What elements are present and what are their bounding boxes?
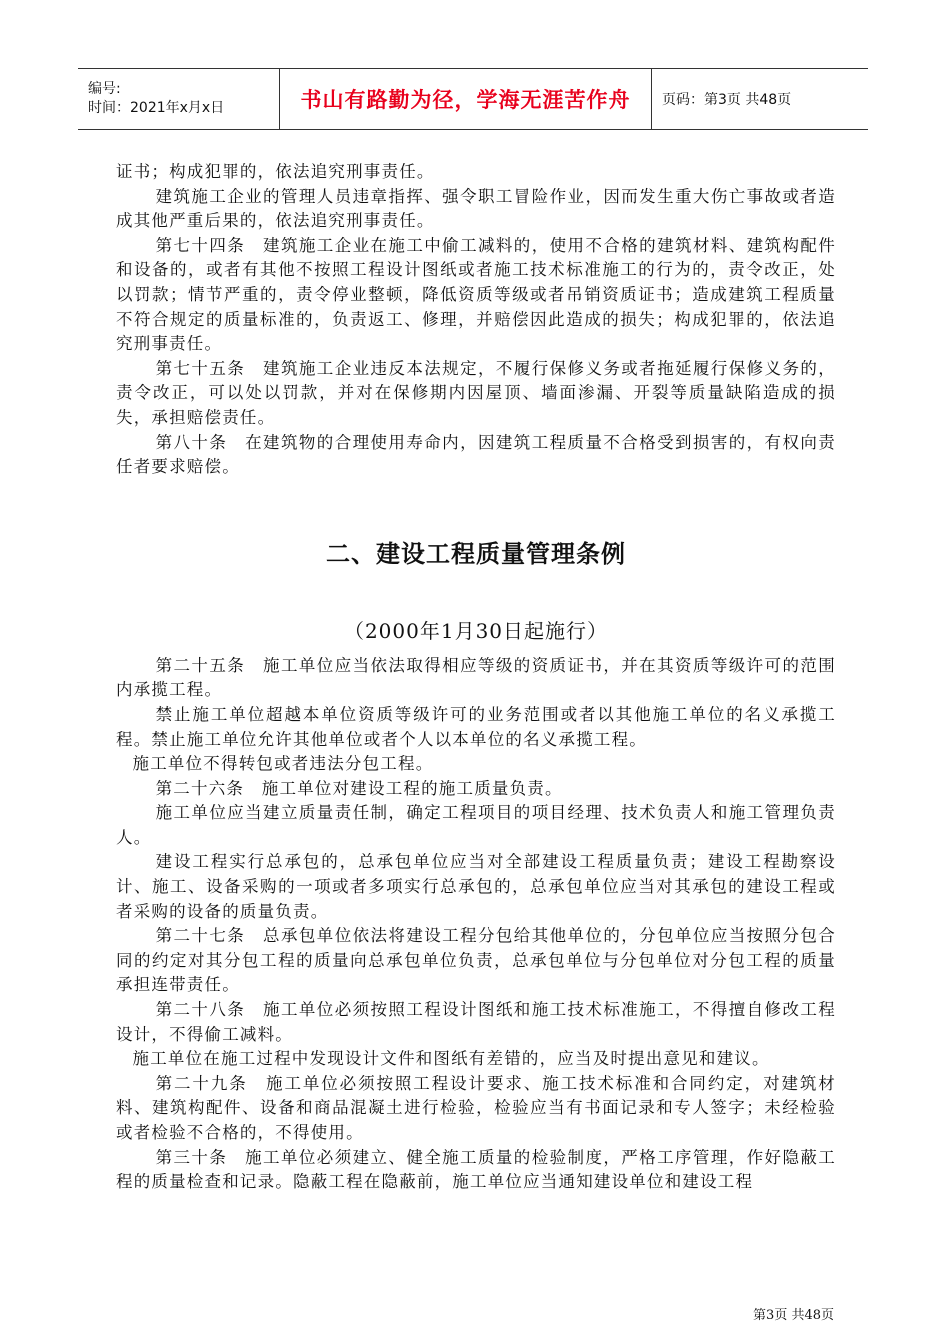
paragraph: 施工单位不得转包或者违法分包工程。 — [132, 754, 434, 774]
header-meta — [78, 69, 280, 129]
section-title: 二、建设工程质量管理条例 — [326, 539, 626, 568]
page-footer: 第3页 共48页 — [753, 1308, 834, 1323]
article-28: 第二十八条 施工单位必须按照工程设计图纸和施工技术标准施工，不得擅自修改工程设计，不得偷工减料。 — [116, 1000, 836, 1044]
paragraph: 禁止施工单位超越本单位资质等级许可的业务范围或者以其他施工单位的名义承揽工程。禁止施工单位允许其他单位或者个人以本单位的名义承揽工程。 — [116, 704, 836, 749]
header-page-code: 页码：第3页 共48页 — [662, 92, 792, 108]
article-74: 第七十四条 建筑施工企业在施工中偷工减料的，使用不合格的建筑材料、建筑构配件和设备的，或者有其他不按照工程设计图纸或者施工技术标准施工的行为的，责令改正，处以罚款；情节严重的，责令停业整顿，降低资质等级或者吊销资质证书；造成建筑工程质量不符合规定的质量标准的，负责返工、修理，并赔偿因此造成的损失；构成犯罪的，依法追究刑事责任。 — [116, 235, 836, 354]
header-page-code-cell — [652, 69, 868, 129]
paragraph: 施工单位在施工过程中发现设计文件和图纸有差错的，应当及时提出意见和建议。 — [132, 1049, 770, 1069]
page-header — [78, 68, 868, 130]
paragraph: 证书；构成犯罪的，依法追究刑事责任。 — [116, 162, 435, 181]
paragraph: 建筑施工企业的管理人员违章指挥、强令职工冒险作业，因而发生重大伤亡事故或者造成其他严重后果的，依法追究刑事责任。 — [116, 186, 836, 231]
article-27: 第二十七条 总承包单位依法将建设工程分包给其他单位的，分包单位应当按照分包合同的约定对其分包工程的质量向总承包单位负责，总承包单位与分包单位对分包工程的质量承担连带责任。 — [116, 926, 836, 995]
section-subtitle: （2000年1月30日起施行） — [343, 618, 609, 643]
document-number-label: 编号: — [88, 81, 121, 97]
article-75: 第七十五条 建筑施工企业违反本法规定，不履行保修义务或者拖延履行保修义务的，责令改正，可以处以罚款，并对在保修期内因屋顶、墙面渗漏、开裂等质量缺陷造成的损失，承担赔偿责任。 — [116, 358, 836, 427]
article-26: 第二十六条 施工单位对建设工程的施工质量负责。 — [155, 778, 563, 798]
header-motto-cell — [280, 69, 652, 129]
paragraph: 建设工程实行总承包的，总承包单位应当对全部建设工程质量负责；建设工程勘察设计、施工、设备采购的一项或者多项实行总承包的，总承包单位应当对其承包的建设工程或者采购的设备的质量负责。 — [116, 852, 836, 921]
article-25: 第二十五条 施工单位应当依法取得相应等级的资质证书，并在其资质等级许可的范围内承揽工程。 — [116, 655, 836, 700]
article-30: 第三十条 施工单位必须建立、健全施工质量的检验制度，严格工序管理，作好隐蔽工程的质量检查和记录。隐蔽工程在隐蔽前，施工单位应当通知建设单位和建设工程 — [116, 1147, 836, 1192]
paragraph: 施工单位应当建立质量责任制，确定工程项目的项目经理、技术负责人和施工管理负责人。 — [116, 803, 836, 847]
document-time-label: 时间：2021年x月x日 — [88, 100, 225, 116]
header-motto: 书山有路勤为径，学海无涯苦作舟 — [300, 88, 631, 112]
article-80: 第八十条 在建筑物的合理使用寿命内，因建筑工程质量不合格受到损害的，有权向责任者要求赔偿。 — [116, 432, 836, 477]
document-body — [116, 160, 836, 1195]
article-29: 第二十九条 施工单位必须按照工程设计要求、施工技术标准和合同约定，对建筑材料、建筑构配件、设备和商品混凝土进行检验，检验应当有书面记录和专人签字；未经检验或者检验不合格的，不得使用。 — [116, 1073, 836, 1142]
